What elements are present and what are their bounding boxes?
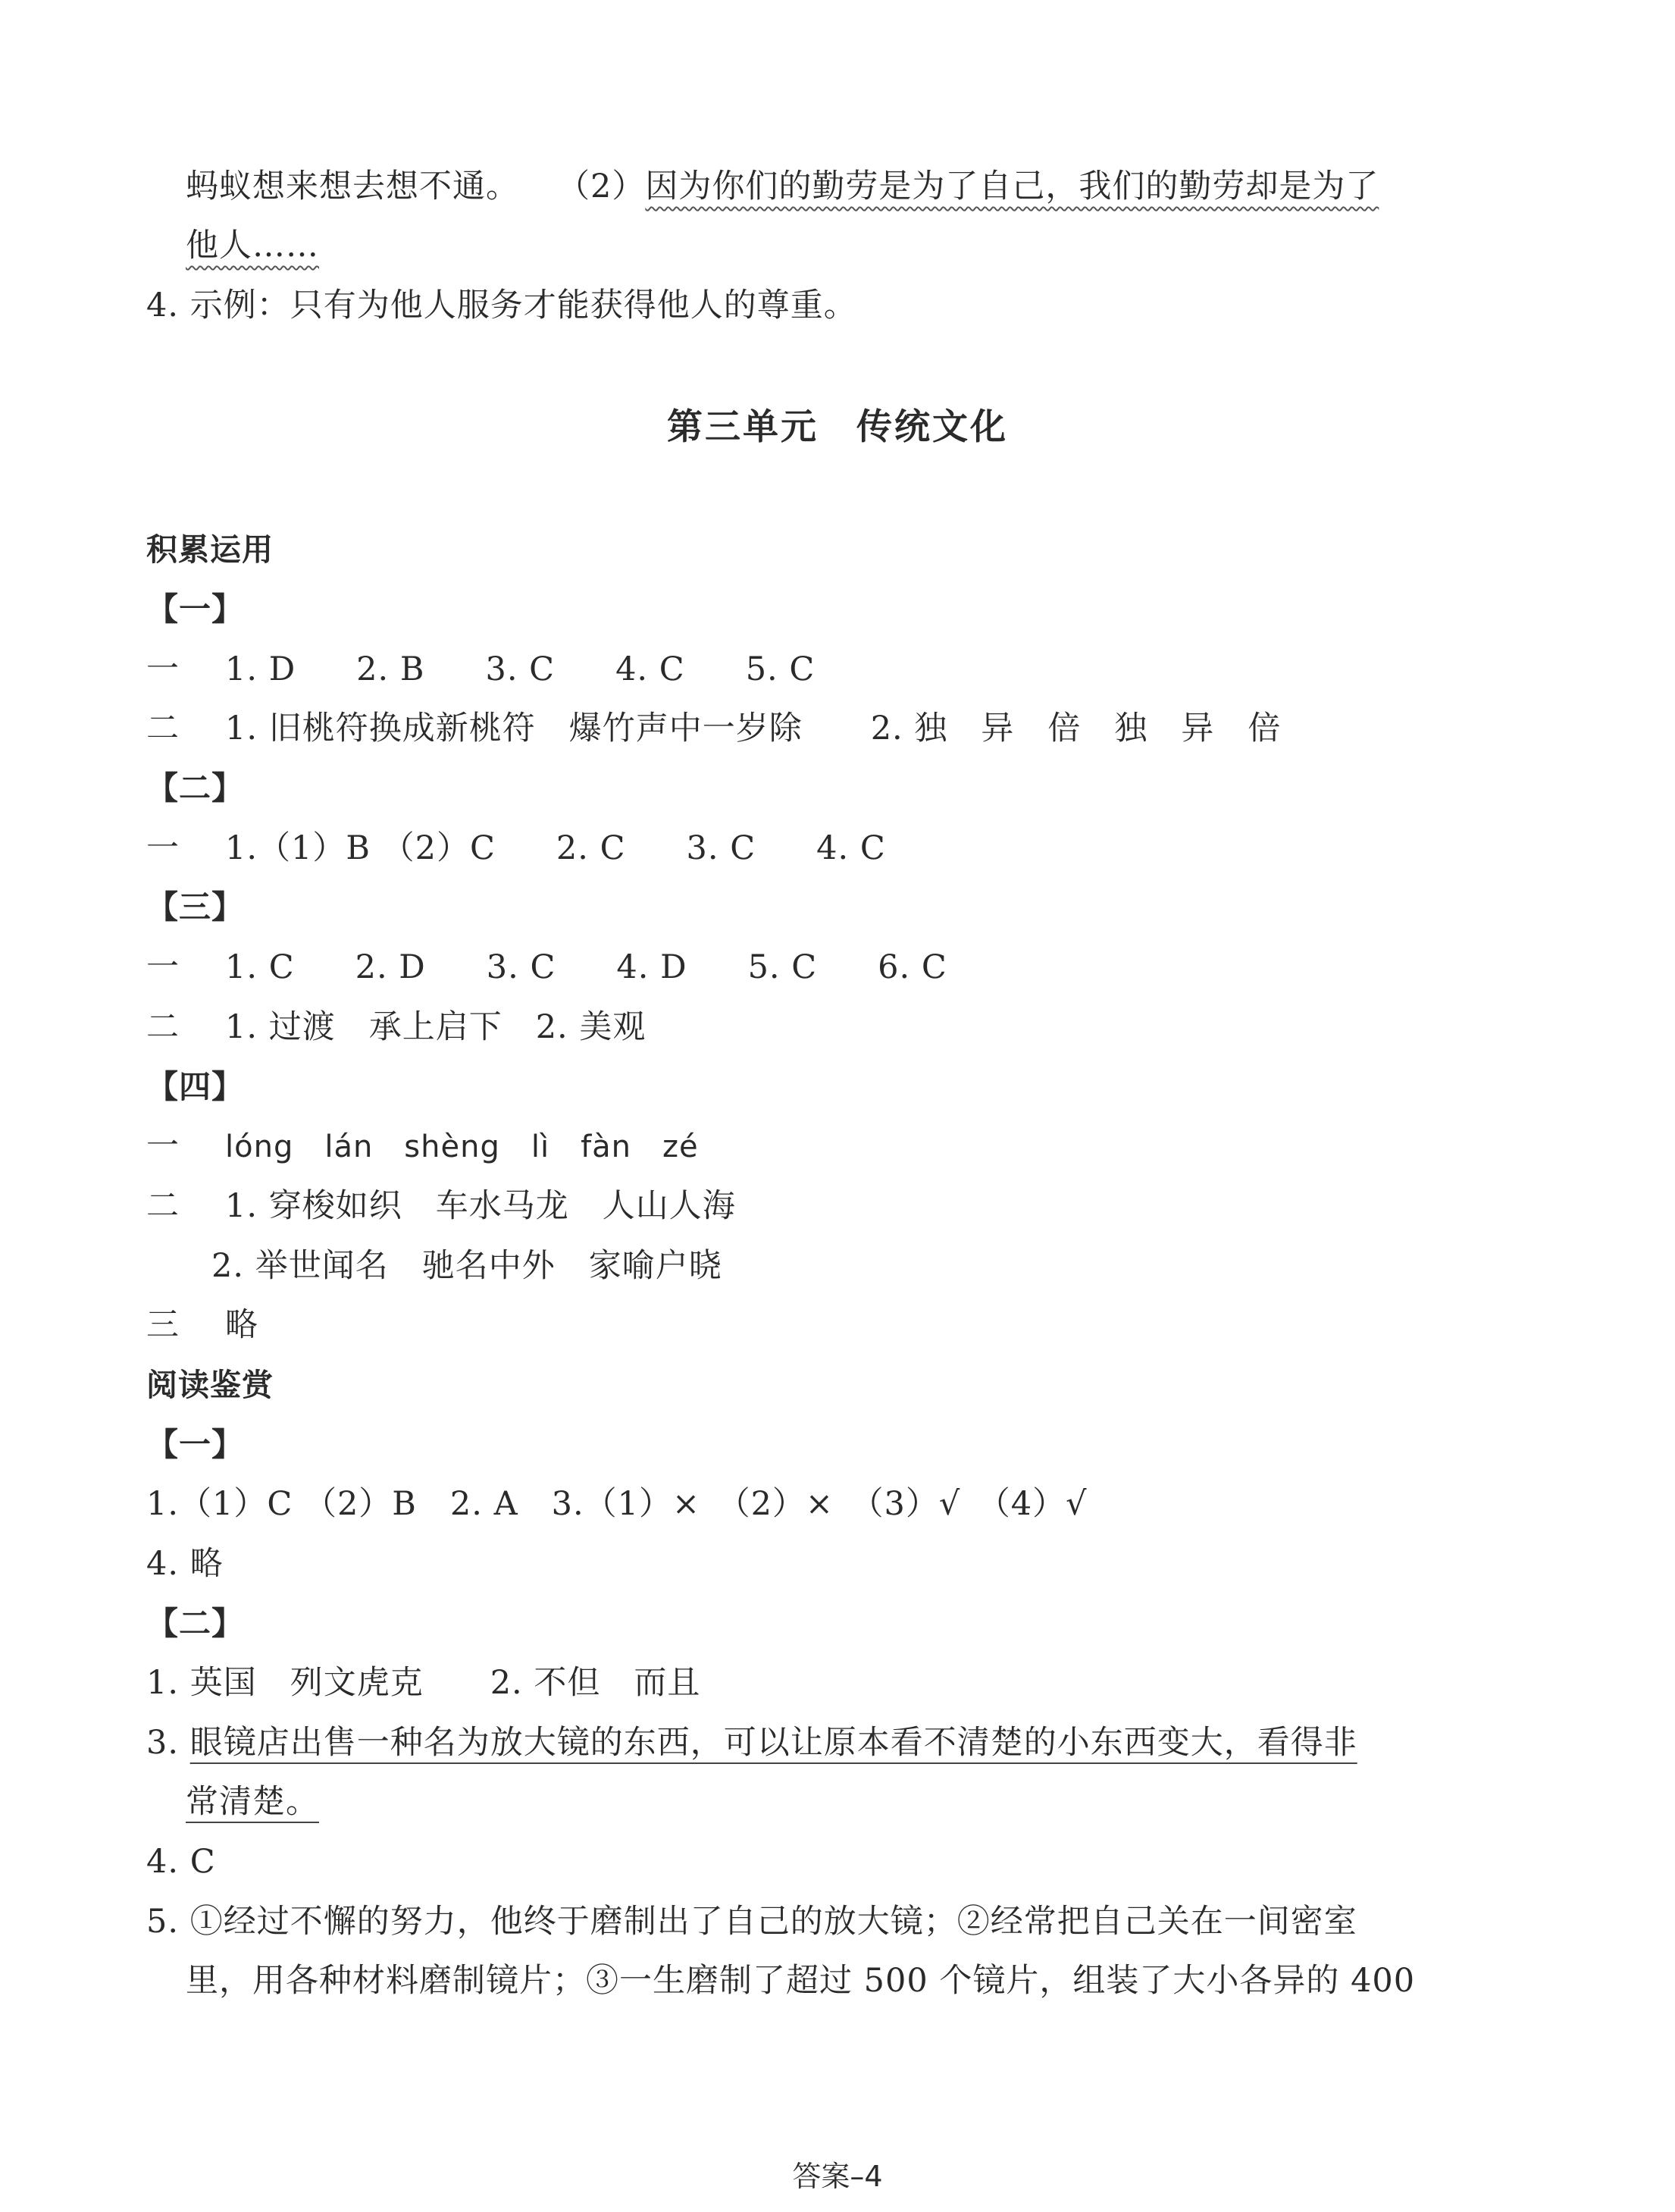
group-label: 【三】 — [146, 888, 245, 926]
answer-row: 2. 举世闻名 驰名中外 家喻户晓 — [211, 1247, 722, 1285]
answer-row — [146, 945, 947, 990]
underlined-text: 常清楚。 — [186, 1783, 319, 1821]
underlined-text: 眼镜店出售一种名为放大镜的东西，可以让原本看不清楚的小东西变大，看得非 — [189, 1724, 1357, 1762]
answer-item: 1.（1）B （2）C — [225, 829, 496, 867]
answer-item: 4. D — [616, 948, 687, 986]
answer-item: 3. C — [485, 650, 556, 688]
answer-number: 3. — [146, 1724, 190, 1762]
wavy-underlined-text: 因为你们的勤劳是为了自己，我们的勤劳却是为了 — [645, 168, 1379, 205]
answer-item: 1. 过渡 承上启下 2. 美观 — [225, 1008, 647, 1046]
answer-row — [146, 1720, 1357, 1766]
group-label: 【二】 — [146, 1605, 245, 1642]
group-label: 【四】 — [146, 1068, 245, 1105]
answer-item: 6. C — [878, 948, 947, 986]
answer-row — [146, 1123, 699, 1170]
answer-item: 2. B — [356, 650, 425, 688]
answer-item: 4. C — [615, 650, 685, 688]
text-segment: （2） — [557, 168, 646, 205]
row-marker: 一 — [146, 829, 180, 867]
pinyin-answers: lóng lán shèng lì fàn zé — [225, 1129, 699, 1164]
answer-item: 1. D — [225, 650, 296, 688]
row-marker: 三 — [146, 1306, 180, 1344]
answer-row — [146, 826, 886, 871]
group-label: 【一】 — [146, 1426, 245, 1463]
section-heading: 积累运用 — [146, 531, 274, 568]
answer-item: 2. C — [556, 829, 626, 867]
row-marker: 二 — [146, 710, 180, 747]
row-marker: 二 — [146, 1187, 180, 1225]
answer-row — [146, 1302, 258, 1348]
answer-row: 4. 略 — [146, 1545, 224, 1583]
answer-item: 3. C — [686, 829, 756, 867]
group-label: 【一】 — [146, 591, 245, 628]
answer-row: 1. 英国 列文虎克 2. 不但 而且 — [146, 1664, 701, 1702]
text-segment: 蚂蚁想来想去想不通。 — [186, 168, 519, 205]
answer-item: 3. C — [486, 948, 556, 986]
row-marker: 一 — [146, 1127, 180, 1165]
answer-continuation-line — [186, 164, 1379, 209]
answer-row — [146, 1183, 736, 1229]
answer-item: 1. 穿梭如织 车水马龙 人山人海 — [225, 1187, 736, 1225]
answer-item: 2. D — [355, 948, 426, 986]
answer-item: 1. 旧桃符换成新桃符 爆竹声中一岁除 — [225, 710, 803, 747]
answer-continuation-line — [186, 223, 319, 268]
answer-row: 4. C — [146, 1843, 216, 1881]
answer-item: 5. C — [745, 650, 816, 688]
answer-item: 1. C — [225, 948, 295, 986]
answer-row — [146, 1004, 646, 1050]
answer-row: 1.（1）C （2）B 2. A 3.（1）× （2）× （3）√ （4）√ — [146, 1485, 1088, 1523]
page-footer: 答案–4 — [792, 2160, 883, 2193]
answer-item: 2. 独 异 倍 独 异 倍 — [870, 710, 1282, 747]
answer-item: 4. C — [816, 829, 886, 867]
group-label: 【二】 — [146, 769, 245, 807]
answer-line: 4. 示例：只有为他人服务才能获得他人的尊重。 — [146, 287, 857, 324]
section-heading: 阅读鉴赏 — [146, 1367, 274, 1403]
wavy-underlined-text: 他人…… — [186, 227, 319, 265]
row-marker: 一 — [146, 948, 180, 986]
answer-row: 5. ①经过不懈的努力，他终于磨制出了自己的放大镜；②经常把自己关在一间密室 — [146, 1903, 1357, 1941]
answer-continuation-line — [186, 1779, 319, 1825]
answer-continuation-line: 里，用各种材料磨制镜片；③一生磨制了超过 500 个镜片，组装了大小各异的 400 — [186, 1962, 1416, 2000]
answer-item: 5. C — [747, 948, 818, 986]
row-marker: 一 — [146, 650, 180, 688]
answer-row — [146, 647, 815, 692]
row-marker: 二 — [146, 1008, 180, 1046]
unit-title: 第三单元 传统文化 — [667, 406, 1008, 448]
answer-item: 略 — [225, 1306, 258, 1344]
answer-row — [146, 706, 1281, 751]
